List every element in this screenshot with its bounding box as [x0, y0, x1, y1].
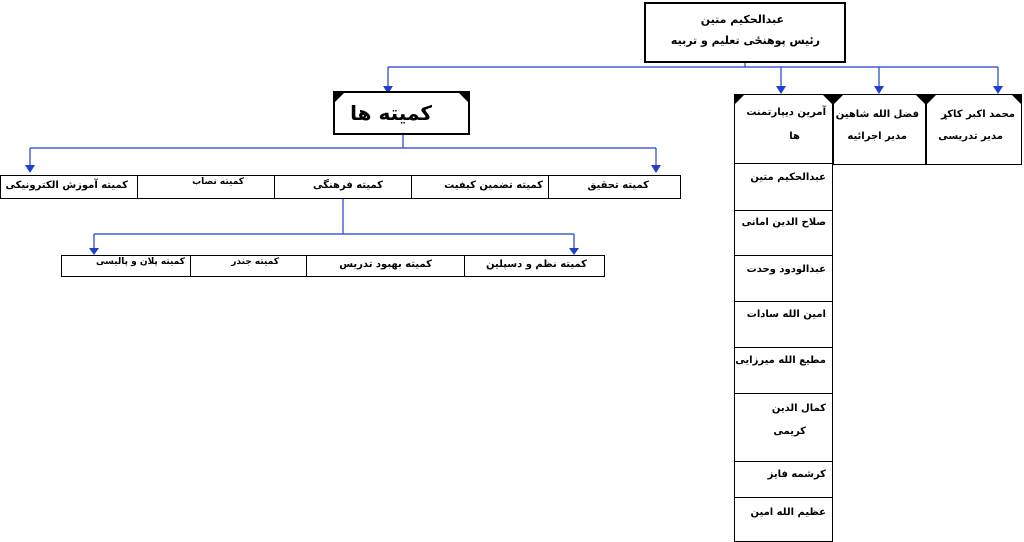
committees-row [0, 175, 681, 199]
corner-mark [1012, 95, 1021, 104]
divider [274, 175, 275, 199]
department-member: صلاح الدین امانی [741, 217, 826, 228]
sub-committee-cell: کمیته نظم و دسپلین [486, 259, 587, 270]
department-member: عبدالودود وحدت [746, 264, 826, 275]
divider [137, 175, 138, 199]
divider [735, 497, 832, 498]
manager-box [833, 94, 926, 165]
department-member: عبدالحکیم متین [750, 172, 826, 183]
divider [548, 175, 549, 199]
divider [735, 301, 832, 302]
manager-title: مدیر اجرائیه [847, 131, 907, 142]
divider [411, 175, 412, 199]
divider [735, 461, 832, 462]
sub-committee-cell: کمیته جندر [231, 257, 279, 267]
corner-mark [735, 95, 744, 104]
root-title: رئیس پوهنځی تعلیم و تربیه [670, 34, 820, 47]
corner-mark [927, 95, 936, 104]
sub-committee-cell: کمیته پلان و پالیسی [95, 257, 185, 267]
committees-header-box [333, 91, 470, 135]
corner-mark [335, 93, 344, 102]
department-member: مطیع الله میرزایی [735, 355, 826, 366]
department-member: امین الله سادات [746, 309, 826, 320]
committee-cell: کمیته تحقیق [587, 180, 649, 191]
department-member: عظیم الله امین [750, 507, 826, 518]
divider [735, 347, 832, 348]
corner-mark [916, 95, 925, 104]
manager-name: محمد اکبر کاکړ [941, 109, 1015, 120]
department-member: کریمی [773, 426, 806, 437]
divider [735, 210, 832, 211]
manager-title: مدیر تدریسی [938, 131, 1003, 142]
corner-mark [823, 95, 832, 104]
divider [464, 255, 465, 277]
manager-box [926, 94, 1022, 165]
divider [735, 163, 832, 164]
corner-mark [834, 95, 843, 104]
committee-cell: کمیته آموزش الکترونیکی [5, 180, 128, 191]
department-heads-box [734, 94, 833, 542]
root-box [644, 2, 846, 63]
department-heads-title-2: ها [789, 131, 800, 142]
committee-cell: کمیته فرهنگی [313, 180, 383, 191]
department-heads-title: آمرین دیپارتمنت [746, 107, 826, 118]
divider [735, 393, 832, 394]
root-name: عبدالحکیم متین [700, 13, 784, 26]
committees-header: کمیته ها [350, 101, 432, 125]
committee-cell: کمیته نصاب [192, 177, 244, 187]
department-member: کرشمه فایز [767, 469, 826, 480]
divider [735, 255, 832, 256]
corner-mark [459, 93, 468, 102]
sub-committee-cell: کمیته بهبود تدریس [339, 259, 432, 270]
divider [190, 255, 191, 277]
committee-cell: کمیته تضمین کیفیت [444, 180, 543, 191]
divider [306, 255, 307, 277]
manager-name: فضل الله شاهین [835, 109, 919, 120]
sub-committees-row [61, 255, 605, 277]
department-member: کمال الدین [771, 403, 826, 414]
